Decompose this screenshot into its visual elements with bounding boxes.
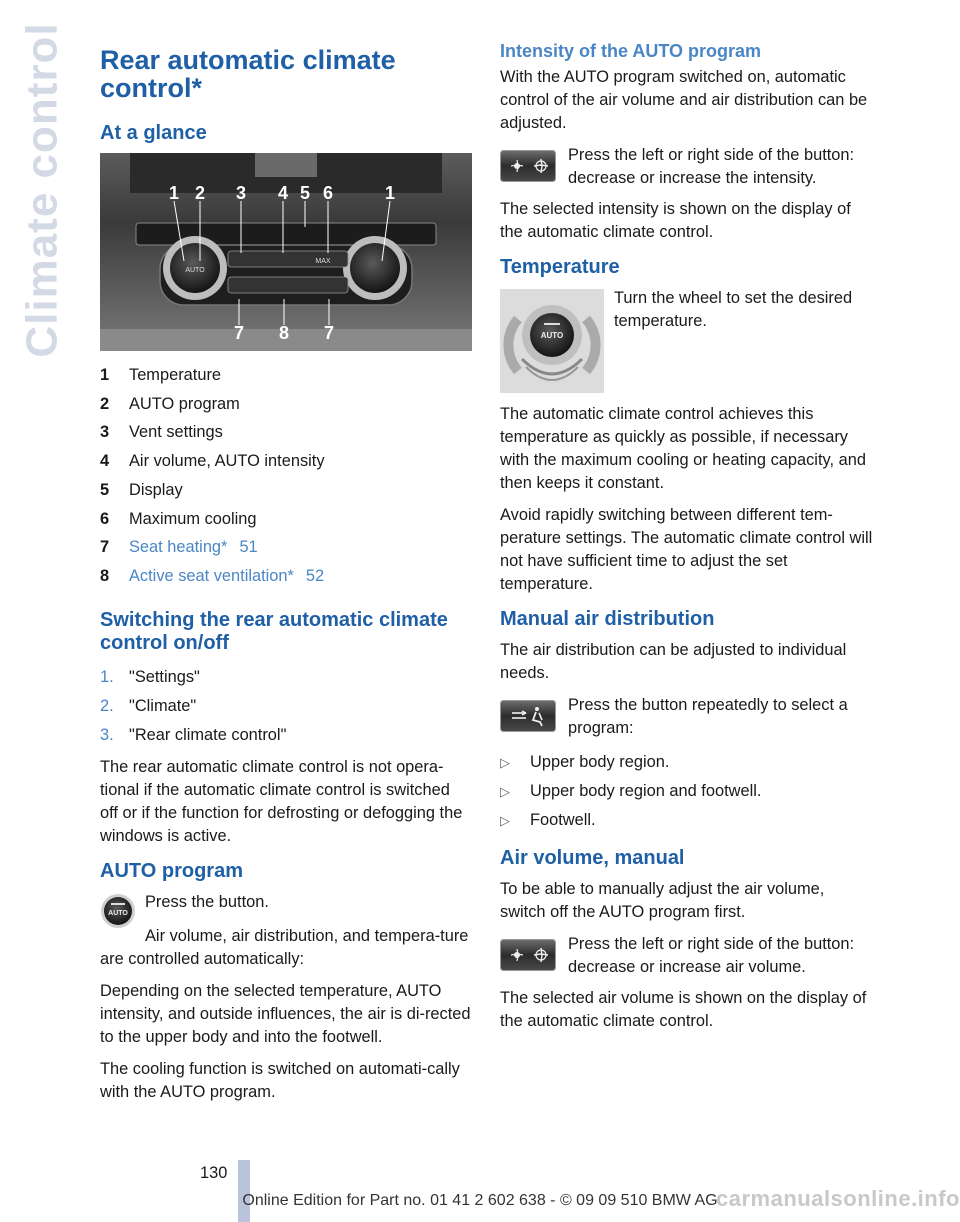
air-volume-display-text: The selected air volume is shown on the display of the automatic climate control. — [500, 989, 867, 1030]
edition-text: Online Edition for Part no. 01 41 2 602 638 - © 09 09 510 BMW AG — [242, 1192, 718, 1209]
intensity-body: With the AUTO program switched on, automatic control of the air volume and air distribution can be adjusted. — [500, 68, 868, 132]
intensity-press-text: Press the left or right side of the button: decrease or increase the intensity. — [568, 146, 855, 187]
manual-distribution-heading: Manual air distribution — [500, 608, 715, 630]
photo-callout-2: 2 — [194, 183, 206, 203]
auto-press-text: Press the button. — [145, 892, 269, 911]
legend-item: 4 Air volume, AUTO intensity — [100, 452, 325, 471]
air-distribution-button-icon — [500, 700, 556, 732]
air-volume-press-text: Press the left or right side of the button: decrease or increase air volume. — [568, 935, 855, 976]
distribution-button-row — [500, 694, 874, 740]
watermark: carmanualsonline.info — [716, 1186, 960, 1211]
intensity-display-text: The selected intensity is shown on the display of the automatic climate control. — [500, 200, 851, 241]
fan-rocker-button-icon — [500, 150, 556, 182]
air-volume-body: To be able to manually adjust the air volume, switch off the AUTO program first. — [500, 880, 825, 921]
distribution-press-text: Press the button repeatedly to select a program: — [568, 696, 848, 737]
photo-callout-7b: 7 — [323, 323, 335, 343]
page-title: Rear automatic climate control* — [100, 45, 396, 103]
side-chapter-title: Climate control — [18, 22, 67, 358]
step-item: 2. "Climate" — [100, 696, 197, 715]
temperature-heading: Temperature — [500, 256, 620, 278]
fan-rocker-button-icon — [500, 939, 556, 971]
step-item: 1. "Settings" — [100, 667, 200, 686]
temperature-body-1: The automatic climate control achieves this temperature as quickly as possible, if necessary with the maximum cooling or heating capacity, and then keeps it constant. — [500, 405, 866, 492]
legend-item-seat-heating[interactable]: 7 Seat heating* 51 — [100, 533, 472, 562]
auto-button-icon — [100, 893, 136, 929]
legend-item: 6 Maximum cooling — [100, 509, 257, 528]
temperature-turn-text: Turn the wheel to set the desired temperature. — [614, 289, 853, 330]
legend-item: 5 Display — [100, 480, 183, 499]
seat-heating-link[interactable]: Seat heating* 51 — [129, 538, 258, 557]
air-volume-button-row — [500, 933, 874, 979]
page-footer — [0, 1150, 960, 1222]
temperature-dial-row — [500, 287, 874, 393]
distribution-options — [500, 748, 874, 835]
photo-callout-5: 5 — [299, 183, 311, 203]
photo-callout-8: 8 — [278, 323, 290, 343]
photo-callout-3: 3 — [235, 183, 247, 203]
photo-callout-1b: 1 — [384, 183, 396, 203]
temperature-body-2: Avoid rapidly switching between different tem-perature settings. The automatic climate control will not have sufficient time to adjust the set temperature. — [500, 506, 873, 593]
seat-ventilation-link[interactable]: Active seat ventilation* 52 — [129, 566, 325, 585]
legend-list — [100, 361, 472, 591]
side-chapter-tab — [14, 22, 72, 358]
left-column — [100, 40, 472, 1113]
switching-body: The rear automatic climate control is not opera-tional if the automatic climate control is switched off or if the function for defrosting or defogging the windows is active. — [100, 757, 463, 845]
switching-heading: Switching the rear automatic climate control on/off — [100, 608, 448, 654]
triangle-bullet-icon: ▷ — [500, 755, 510, 770]
auto-body-2: The cooling function is switched on automati-cally with the AUTO program. — [100, 1059, 460, 1101]
photo-callout-7: 7 — [233, 323, 245, 343]
footer-bar — [238, 1160, 250, 1222]
page-number: 130 — [200, 1164, 228, 1182]
auto-icon-label: AUTO — [108, 909, 128, 917]
temperature-dial-label: AUTO — [540, 331, 564, 340]
photo-callout-6: 6 — [322, 183, 334, 203]
auto-program-heading: AUTO program — [100, 859, 243, 882]
auto-body-1: Depending on the selected temperature, AUTO intensity, and outside influences, the air is di-rected to the upper body and into the footwell. — [100, 981, 471, 1046]
list-item: ▷ Upper body region and footwell. — [500, 777, 874, 806]
triangle-bullet-icon: ▷ — [500, 813, 510, 828]
photo-callout-1: 1 — [168, 183, 180, 203]
temperature-dial-icon — [500, 289, 604, 393]
auto-desc: Air volume, air distribution, and tempera-ture are controlled automatically: — [100, 926, 469, 968]
intensity-button-row — [500, 144, 874, 190]
rear-climate-panel-photo — [100, 153, 472, 351]
intensity-heading: Intensity of the AUTO program — [500, 41, 762, 61]
photo-max-label: MAX — [315, 258, 331, 265]
manual-distribution-body: The air distribution can be adjusted to individual needs. — [500, 641, 847, 682]
at-a-glance-heading: At a glance — [100, 122, 207, 144]
step-item: 3. "Rear climate control" — [100, 725, 287, 744]
photo-callout-4: 4 — [277, 183, 289, 203]
air-volume-heading: Air volume, manual — [500, 847, 685, 869]
auto-button-row — [100, 891, 472, 929]
switching-steps — [100, 663, 472, 750]
triangle-bullet-icon: ▷ — [500, 784, 510, 799]
list-item: ▷ Upper body region. — [500, 748, 874, 777]
list-item: ▷ Footwell. — [500, 806, 874, 835]
legend-item: 1 Temperature — [100, 366, 222, 384]
photo-auto-label: AUTO — [185, 267, 205, 274]
right-column — [500, 40, 874, 1042]
legend-item-seat-ventilation[interactable]: 8 Active seat ventilation* 52 — [100, 562, 472, 591]
legend-item: 3 Vent settings — [100, 423, 223, 442]
legend-item: 2 AUTO program — [100, 394, 240, 413]
